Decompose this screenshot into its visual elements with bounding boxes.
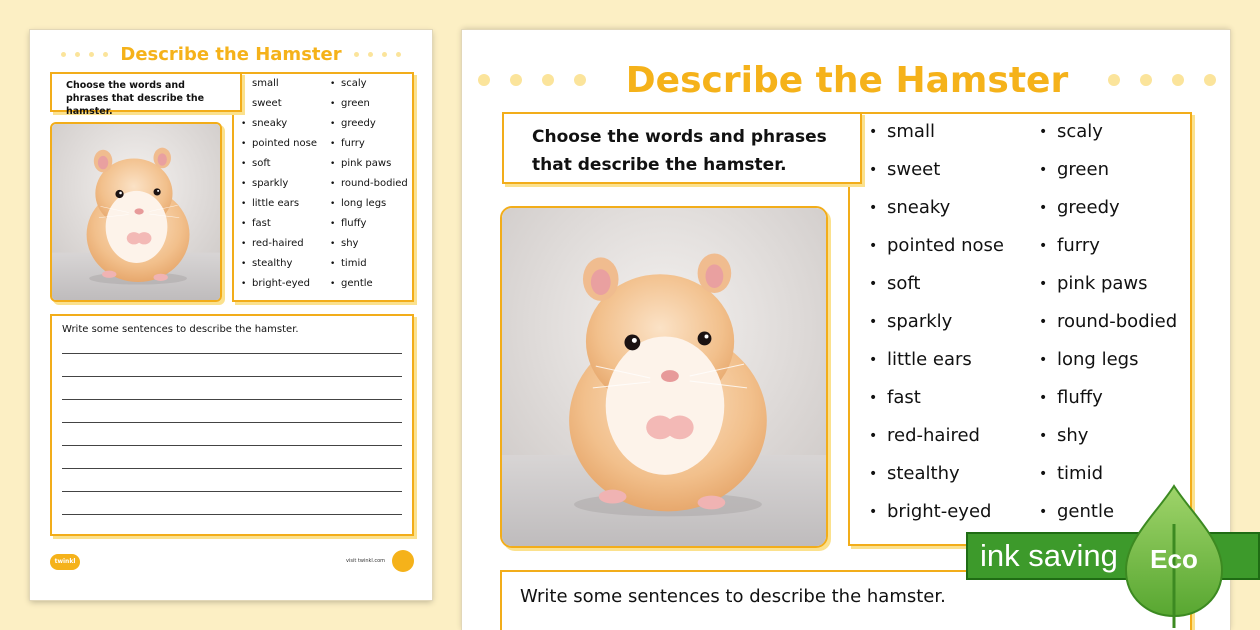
word-item: • pointed nose [252, 137, 317, 157]
word-item: • green [341, 97, 408, 117]
word-item: • long legs [341, 197, 408, 217]
writing-line [62, 514, 402, 515]
eco-label: Eco [1150, 544, 1198, 574]
title-dots-right [1108, 74, 1216, 86]
word-item: • fast [252, 217, 317, 237]
word-item: • timid [341, 257, 408, 277]
word-item: • bright-eyed [252, 277, 317, 297]
word-item: • sparkly [887, 309, 1004, 347]
instructions-box: Choose the words and phrases that describe the hamster. [502, 112, 862, 184]
writing-box [50, 314, 414, 536]
word-item: • scaly [341, 77, 408, 97]
word-item: • pointed nose [887, 233, 1004, 271]
word-item: • red-haired [252, 237, 317, 257]
title-dots-right [354, 52, 401, 57]
worksheet-title: Describe the Hamster [120, 43, 342, 65]
instructions-box: Choose the words and phrases that describe the hamster. [50, 72, 242, 112]
footer-url: visit twinkl.com [346, 558, 386, 564]
word-item: • furry [1057, 233, 1177, 271]
word-item: • long legs [1057, 347, 1177, 385]
word-item: • sweet [252, 97, 317, 117]
word-item: • shy [341, 237, 408, 257]
word-item: • bright-eyed [887, 499, 1004, 537]
word-item: • sweet [887, 157, 1004, 195]
word-item: • stealthy [252, 257, 317, 277]
word-item: • green [1057, 157, 1177, 195]
twinkl-logo: twinkl [50, 554, 80, 570]
word-item: • small [887, 119, 1004, 157]
worksheet-title-row [502, 56, 1192, 104]
worksheet-title-row [30, 42, 432, 66]
worksheet-thumbnail [30, 30, 432, 600]
word-item: • sparkly [252, 177, 317, 197]
footer-badge-icon [392, 550, 414, 572]
title-dots-left [478, 74, 586, 86]
word-item: • little ears [252, 197, 317, 217]
writing-line [62, 422, 402, 423]
writing-line [62, 445, 402, 446]
word-item: • fluffy [1057, 385, 1177, 423]
word-bank-column-1 [887, 119, 1004, 537]
word-item: • small [252, 77, 317, 97]
word-bank-column-1 [252, 77, 317, 297]
writing-prompt: Write some sentences to describe the hamster. [62, 324, 299, 335]
word-item: • timid [1057, 461, 1177, 499]
word-item: • round-bodied [341, 177, 408, 197]
writing-prompt: Write some sentences to describe the hamster. [520, 586, 946, 607]
writing-line [62, 491, 402, 492]
word-item: • greedy [1057, 195, 1177, 233]
word-item: • greedy [341, 117, 408, 137]
word-item: • pink paws [341, 157, 408, 177]
writing-line [62, 468, 402, 469]
word-item: • sneaky [887, 195, 1004, 233]
word-item: • soft [887, 271, 1004, 309]
word-item: • fast [887, 385, 1004, 423]
word-item: • gentle [341, 277, 408, 297]
eco-banner-text: ink saving [980, 538, 1118, 573]
writing-line [62, 399, 402, 400]
writing-line [62, 376, 402, 377]
word-item: • pink paws [1057, 271, 1177, 309]
word-item: • stealthy [887, 461, 1004, 499]
title-dots-left [61, 52, 108, 57]
word-item: • shy [1057, 423, 1177, 461]
word-bank-column-2 [1057, 119, 1177, 537]
word-item: • soft [252, 157, 317, 177]
word-item: • little ears [887, 347, 1004, 385]
word-item: • gentle [1057, 499, 1177, 537]
word-item: • red-haired [887, 423, 1004, 461]
word-bank-column-2 [341, 77, 408, 297]
hamster-photo [500, 206, 828, 548]
hamster-photo [50, 122, 222, 302]
word-item: • scaly [1057, 119, 1177, 157]
word-item: • sneaky [252, 117, 317, 137]
eco-ink-saving-badge [966, 484, 1260, 630]
word-item: • furry [341, 137, 408, 157]
word-item: • fluffy [341, 217, 408, 237]
writing-line [62, 353, 402, 354]
word-item: • round-bodied [1057, 309, 1177, 347]
worksheet-title: Describe the Hamster [625, 59, 1069, 101]
